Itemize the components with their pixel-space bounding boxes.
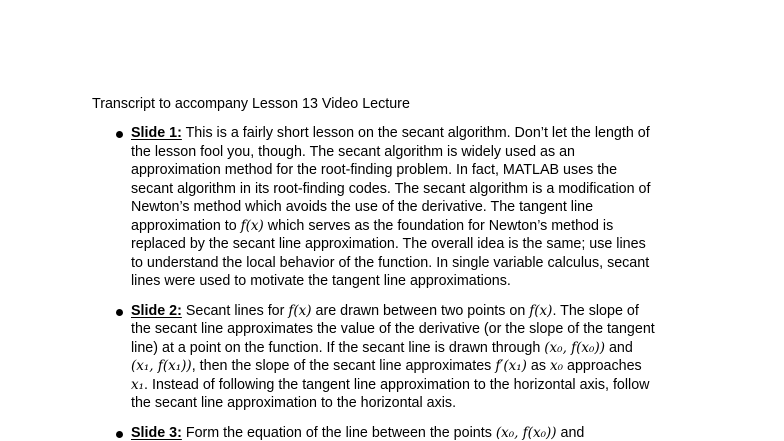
slide-label: Slide 3: bbox=[131, 424, 182, 441]
text-run: the lesson fool you, though. The secant algorithm is widely used as an bbox=[131, 143, 575, 160]
slide-text-line bbox=[131, 424, 784, 441]
slide-text-line bbox=[131, 124, 784, 143]
slide-text-line bbox=[131, 357, 784, 376]
text-run: lines were used to motivate the tangent line approximations. bbox=[131, 273, 511, 289]
bullet-icon bbox=[116, 431, 123, 438]
text-run: Form the equation of the line between the points bbox=[185, 424, 496, 441]
text-run: , then the slope of the secant line approximates bbox=[191, 358, 496, 374]
slide-text-line bbox=[131, 376, 784, 395]
text-run: . Instead of following the tangent line approximation to the horizontal axis, follow bbox=[144, 376, 650, 393]
slide-text-line bbox=[131, 320, 784, 339]
math-expression: (x₀, f(x₀)) bbox=[495, 424, 557, 441]
slide-text-line bbox=[131, 235, 784, 254]
slide-text-line bbox=[131, 161, 784, 180]
text-run: are drawn between two points on bbox=[311, 302, 530, 319]
slide-text-line bbox=[131, 180, 784, 199]
math-expression: x₁ bbox=[131, 376, 145, 393]
slide-text-line bbox=[131, 272, 784, 291]
slide-text-line bbox=[131, 302, 784, 321]
text-run: as bbox=[526, 358, 550, 374]
math-expression: (x₀, f(x₀)) bbox=[544, 339, 605, 356]
slide-item-1 bbox=[0, 124, 784, 291]
bullet-icon bbox=[116, 131, 123, 138]
text-run: Newton’s method which avoids the use of the derivative. The tangent line bbox=[131, 199, 594, 215]
text-run: approximation to bbox=[131, 217, 241, 234]
text-run: Secant lines for bbox=[185, 302, 289, 319]
document-title: Transcript to accompany Lesson 13 Video Lecture bbox=[92, 96, 410, 112]
math-expression: f′(x₁) bbox=[495, 358, 527, 374]
slide-text-line bbox=[131, 217, 784, 236]
text-run: the secant line approximates the value of the derivative (or the slope of the tangent bbox=[131, 321, 655, 337]
slide-text-line bbox=[131, 198, 784, 217]
bullet-icon bbox=[116, 309, 123, 316]
text-run: replaced by the secant line approximation. The overall idea is the same; use lines bbox=[131, 236, 646, 252]
slide-text-line bbox=[131, 143, 784, 162]
math-expression: x₀ bbox=[549, 358, 564, 374]
slide-label: Slide 1: bbox=[131, 125, 182, 141]
slide-text-line bbox=[131, 394, 784, 413]
text-run: to understand the local behavior of the function. In single variable calculus, secant bbox=[131, 254, 650, 271]
text-run: and bbox=[556, 424, 585, 441]
text-run: This is a fairly short lesson on the secant algorithm. Don’t let the length of bbox=[185, 125, 650, 141]
text-run: . The slope of bbox=[552, 302, 639, 319]
math-expression: f(x) bbox=[240, 217, 264, 234]
text-run: which serves as the foundation for Newton’s method is bbox=[263, 217, 614, 234]
text-run: line) at a point on the function. If the secant line is drawn through bbox=[131, 339, 545, 356]
text-run: approaches bbox=[563, 358, 642, 374]
math-expression: f(x) bbox=[529, 302, 553, 319]
text-run: secant algorithm in its root-finding codes. The secant algorithm is a modification of bbox=[131, 180, 651, 197]
slide-item-2 bbox=[0, 302, 784, 413]
text-run: approximation method for the root-finding problem. In fact, MATLAB uses the bbox=[131, 162, 618, 178]
math-expression: (x₁, f(x₁)) bbox=[131, 358, 192, 374]
math-expression: f(x) bbox=[288, 302, 312, 319]
text-run: the secant line approximation to the horizontal axis. bbox=[131, 395, 457, 411]
slide-text-line bbox=[131, 254, 784, 273]
slide-text-line bbox=[131, 339, 784, 358]
slide-label: Slide 2: bbox=[131, 302, 182, 319]
slide-item-3 bbox=[0, 424, 784, 441]
slide-list bbox=[0, 124, 784, 441]
text-run: and bbox=[604, 339, 633, 356]
